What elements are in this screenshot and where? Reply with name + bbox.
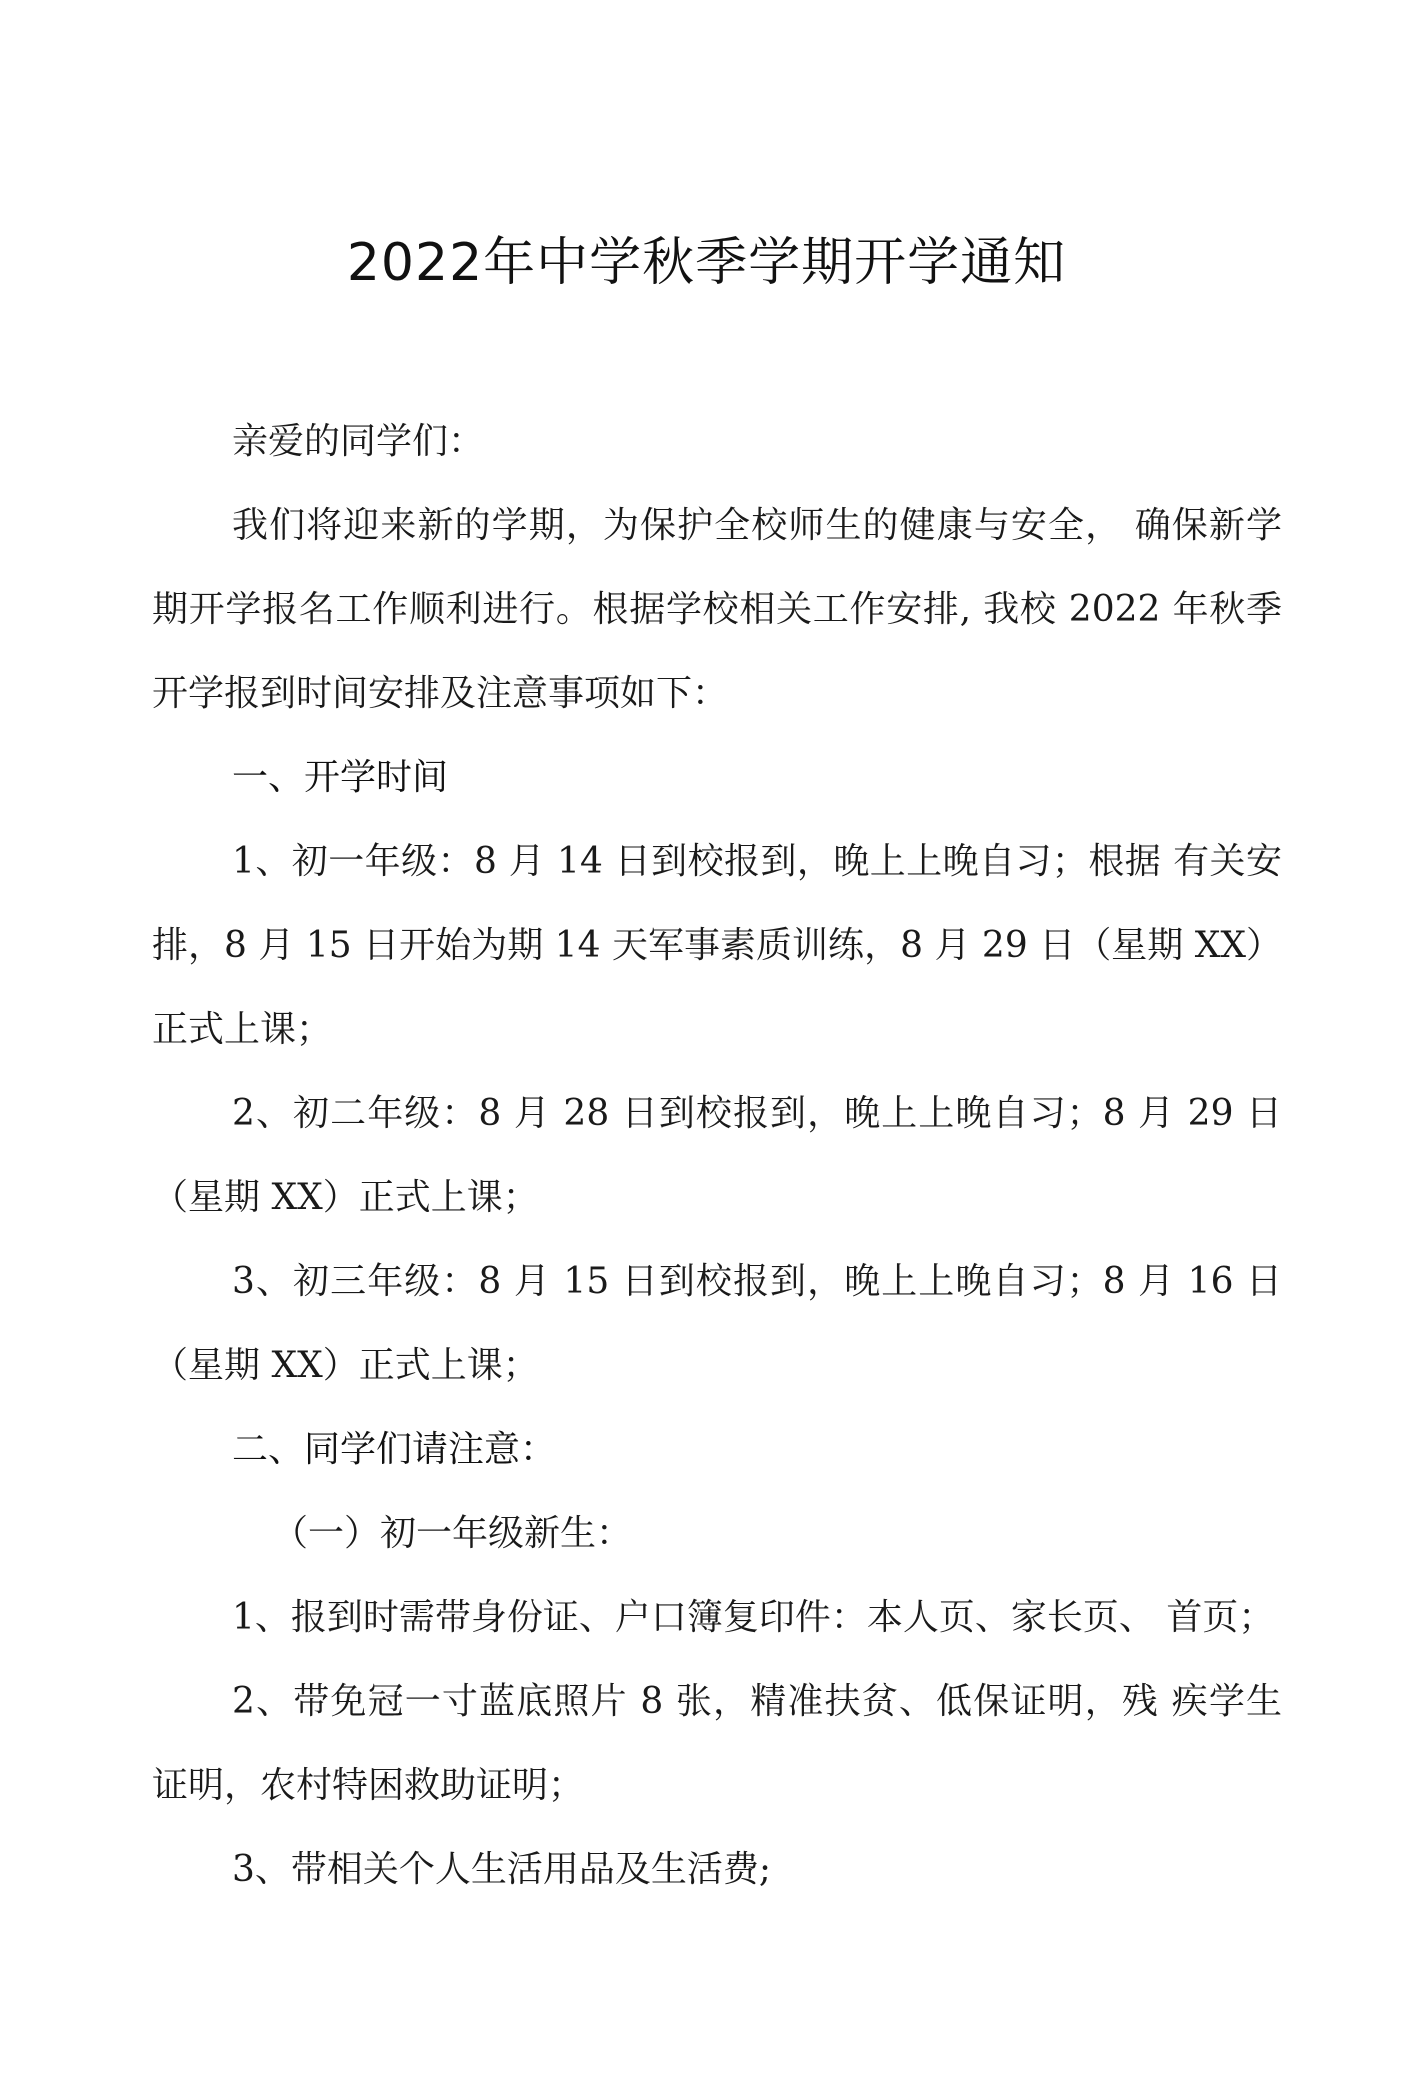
notes-item-documents: 1、报到时需带身份证、户口簿复印件：本人页、家长页、 首页； bbox=[232, 1597, 1275, 1638]
schedule-item-grade-2: 2、初二年级：8 月 28 日到校报到，晚上上晚自习；8 月 29 日（星期 XX）正式上课； bbox=[152, 1093, 1282, 1218]
schedule-item-grade-3: 3、初三年级：8 月 15 日到校报到，晚上上晚自习；8 月 16 日（星期 XX）正式上课； bbox=[152, 1261, 1282, 1386]
subsection-heading-new-students: （一）初一年级新生： bbox=[272, 1513, 633, 1554]
schedule-item-grade-1: 1、初一年级：8 月 14 日到校报到，晚上上晚自习；根据 有关安排，8 月 15 日开始为期 14 天军事素质训练，8 月 29 日（星期 XX）正式上课； bbox=[152, 841, 1282, 1050]
section-heading-notes: 二、同学们请注意： bbox=[232, 1429, 557, 1470]
greeting: 亲爱的同学们： bbox=[232, 421, 485, 462]
document-body bbox=[152, 400, 1282, 1912]
intro-paragraph: 我们将迎来新的学期，为保护全校师生的健康与安全， 确保新学期开学报名工作顺利进行。根据学校相关工作安排, 我校 2022 年秋季开学报到时间安排及注意事项如下： bbox=[152, 505, 1282, 714]
notes-item-supplies: 3、带相关个人生活用品及生活费; bbox=[232, 1849, 772, 1890]
section-heading-schedule: 一、开学时间 bbox=[232, 757, 449, 798]
notes-item-photos: 2、带免冠一寸蓝底照片 8 张，精准扶贫、低保证明，残 疾学生证明，农村特困救助证明； bbox=[152, 1681, 1282, 1806]
document-title: 2022年中学秋季学期开学通知 bbox=[346, 233, 1067, 293]
